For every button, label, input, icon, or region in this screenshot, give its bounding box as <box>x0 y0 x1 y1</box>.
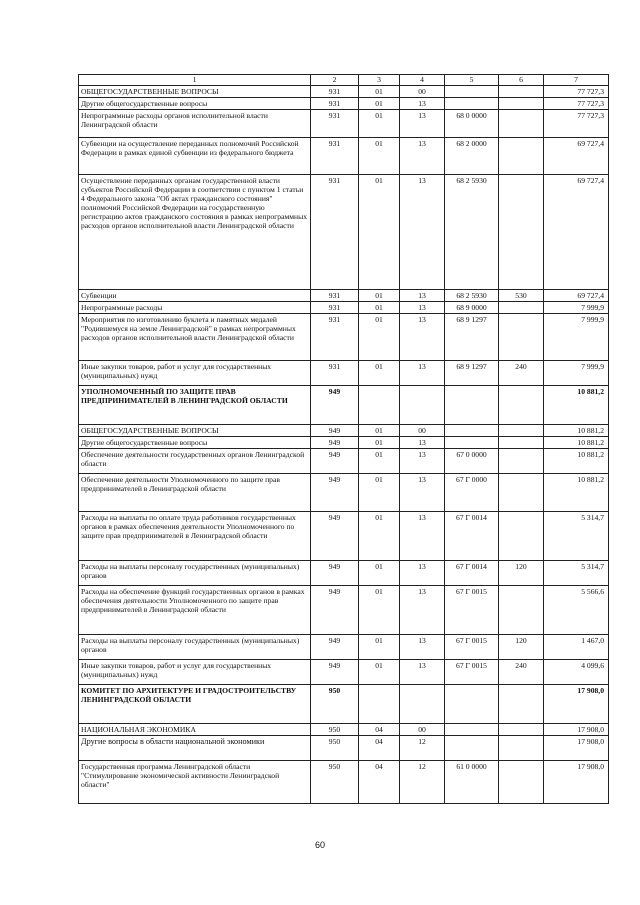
subsection-code-cell: 00 <box>400 724 445 736</box>
section-code-cell: 01 <box>359 635 400 660</box>
expense-type-cell <box>499 685 544 724</box>
subsection-code-cell: 12 <box>400 736 445 761</box>
expense-type-cell <box>499 437 544 449</box>
target-code-cell: 68 2 5930 <box>445 175 499 290</box>
section-code-cell: 01 <box>359 474 400 512</box>
amount-cell: 1 467,0 <box>544 635 609 660</box>
subsection-code-cell: 13 <box>400 635 445 660</box>
table-row <box>79 724 609 736</box>
table-row <box>79 437 609 449</box>
target-code-cell <box>445 685 499 724</box>
target-code-cell <box>445 98 499 110</box>
amount-cell: 17 908,0 <box>544 736 609 761</box>
admin-code-cell: 949 <box>311 449 359 474</box>
expense-type-cell <box>499 175 544 290</box>
section-code-cell: 01 <box>359 314 400 361</box>
column-header: 3 <box>359 75 400 86</box>
subsection-code-cell: 00 <box>400 86 445 98</box>
section-code-cell: 04 <box>359 724 400 736</box>
admin-code-cell: 931 <box>311 302 359 314</box>
table-row <box>79 761 609 804</box>
subsection-code-cell <box>400 386 445 425</box>
expense-type-cell: 240 <box>499 361 544 386</box>
expense-type-cell <box>499 512 544 561</box>
amount-cell: 17 908,0 <box>544 685 609 724</box>
admin-code-cell: 931 <box>311 361 359 386</box>
section-code-cell: 01 <box>359 138 400 175</box>
admin-code-cell: 931 <box>311 290 359 302</box>
row-name-cell: НАЦИОНАЛЬНАЯ ЭКОНОМИКА <box>79 724 311 736</box>
target-code-cell: 68 9 1297 <box>445 314 499 361</box>
row-name-cell: УПОЛНОМОЧЕННЫЙ ПО ЗАЩИТЕ ПРАВ ПРЕДПРИНИМАТЕЛЕЙ В ЛЕНИНГРАДСКОЙ ОБЛАСТИ <box>79 386 311 425</box>
table-row <box>79 586 609 635</box>
admin-code-cell: 931 <box>311 314 359 361</box>
admin-code-cell: 931 <box>311 98 359 110</box>
row-name-cell: Иные закупки товаров, работ и услуг для государственных (муниципальных) нужд <box>79 361 311 386</box>
table-row <box>79 86 609 98</box>
column-header: 4 <box>400 75 445 86</box>
admin-code-cell: 950 <box>311 724 359 736</box>
section-code-cell: 01 <box>359 110 400 138</box>
column-header: 7 <box>544 75 609 86</box>
expense-type-cell <box>499 474 544 512</box>
page-number: 60 <box>314 840 325 850</box>
row-name-cell: Обеспечение деятельности Уполномоченного по защите прав предпринимателей в Ленинградской области <box>79 474 311 512</box>
table-row <box>79 425 609 437</box>
table-row <box>79 685 609 724</box>
amount-cell: 4 099,6 <box>544 660 609 685</box>
target-code-cell: 67 Г 0000 <box>445 474 499 512</box>
section-code-cell: 01 <box>359 86 400 98</box>
amount-cell: 69 727,4 <box>544 290 609 302</box>
table-body <box>79 86 609 804</box>
table-row <box>79 361 609 386</box>
table-row <box>79 449 609 474</box>
row-name-cell: ОБЩЕГОСУДАРСТВЕННЫЕ ВОПРОСЫ <box>79 425 311 437</box>
amount-cell: 69 727,4 <box>544 175 609 290</box>
section-code-cell: 01 <box>359 449 400 474</box>
row-name-cell: Непрограммные расходы органов исполнительной власти Ленинградской области <box>79 110 311 138</box>
expense-type-cell: 120 <box>499 561 544 586</box>
amount-cell: 10 881,2 <box>544 449 609 474</box>
subsection-code-cell: 12 <box>400 761 445 804</box>
amount-cell: 10 881,2 <box>544 474 609 512</box>
table-row <box>79 660 609 685</box>
column-header: 6 <box>499 75 544 86</box>
target-code-cell <box>445 736 499 761</box>
row-name-cell: Иные закупки товаров, работ и услуг для государственных (муниципальных) нужд <box>79 660 311 685</box>
expense-type-cell <box>499 314 544 361</box>
row-name-cell: ОБЩЕГОСУДАРСТВЕННЫЕ ВОПРОСЫ <box>79 86 311 98</box>
amount-cell: 7 999,9 <box>544 314 609 361</box>
subsection-code-cell <box>400 685 445 724</box>
target-code-cell <box>445 425 499 437</box>
table-row <box>79 635 609 660</box>
amount-cell: 5 314,7 <box>544 512 609 561</box>
column-header: 1 <box>79 75 311 86</box>
target-code-cell: 68 2 5930 <box>445 290 499 302</box>
subsection-code-cell: 13 <box>400 98 445 110</box>
amount-cell: 17 908,0 <box>544 724 609 736</box>
amount-cell: 5 314,7 <box>544 561 609 586</box>
admin-code-cell: 931 <box>311 86 359 98</box>
subsection-code-cell: 13 <box>400 474 445 512</box>
expense-type-cell: 240 <box>499 660 544 685</box>
subsection-code-cell: 13 <box>400 512 445 561</box>
admin-code-cell: 931 <box>311 110 359 138</box>
table-row <box>79 98 609 110</box>
admin-code-cell: 949 <box>311 586 359 635</box>
amount-cell: 10 881,2 <box>544 425 609 437</box>
row-name-cell: Расходы на выплаты по оплате труда работников государственных органов в рамках обеспечения деятельности Уполномоченного по защите прав предпринимателей в Ленинградской области <box>79 512 311 561</box>
admin-code-cell: 949 <box>311 474 359 512</box>
target-code-cell <box>445 386 499 425</box>
expense-type-cell: 530 <box>499 290 544 302</box>
subsection-code-cell: 13 <box>400 314 445 361</box>
admin-code-cell: 931 <box>311 138 359 175</box>
table-row <box>79 386 609 425</box>
section-code-cell: 01 <box>359 290 400 302</box>
target-code-cell: 67 Г 0015 <box>445 586 499 635</box>
section-code-cell: 01 <box>359 425 400 437</box>
table-row <box>79 561 609 586</box>
admin-code-cell: 949 <box>311 386 359 425</box>
admin-code-cell: 931 <box>311 175 359 290</box>
amount-cell: 7 999,9 <box>544 361 609 386</box>
subsection-code-cell: 13 <box>400 110 445 138</box>
amount-cell: 77 727,3 <box>544 86 609 98</box>
table-row <box>79 736 609 761</box>
table-header-row <box>79 75 609 86</box>
subsection-code-cell: 13 <box>400 660 445 685</box>
target-code-cell: 68 9 0000 <box>445 302 499 314</box>
expense-type-cell <box>499 138 544 175</box>
row-name-cell: КОМИТЕТ ПО АРХИТЕКТУРЕ И ГРАДОСТРОИТЕЛЬСТВУ ЛЕНИНГРАДСКОЙ ОБЛАСТИ <box>79 685 311 724</box>
row-name-cell: Другие общегосударственные вопросы <box>79 437 311 449</box>
expense-type-cell: 120 <box>499 635 544 660</box>
expense-type-cell <box>499 586 544 635</box>
row-name-cell: Мероприятия по изготовлению буклета и памятных медалей "Родившемуся на земле Ленинградской" в рамках непрограммных расходов органов исполнительной власти Ленинградской области <box>79 314 311 361</box>
amount-cell: 69 727,4 <box>544 138 609 175</box>
row-name-cell: Расходы на обеспечение функций государственных органов в рамках обеспечения деятельности Уполномоченного по защите прав предпринимателей в Ленинградской области <box>79 586 311 635</box>
section-code-cell: 04 <box>359 761 400 804</box>
section-code-cell: 01 <box>359 660 400 685</box>
column-header: 2 <box>311 75 359 86</box>
row-name-cell: Другие общегосударственные вопросы <box>79 98 311 110</box>
expense-type-cell <box>499 761 544 804</box>
section-code-cell: 01 <box>359 586 400 635</box>
expense-type-cell <box>499 736 544 761</box>
section-code-cell <box>359 685 400 724</box>
expense-type-cell <box>499 86 544 98</box>
target-code-cell: 67 Г 0015 <box>445 660 499 685</box>
target-code-cell <box>445 86 499 98</box>
admin-code-cell: 949 <box>311 660 359 685</box>
expense-type-cell <box>499 449 544 474</box>
amount-cell: 77 727,3 <box>544 98 609 110</box>
target-code-cell: 67 Г 0014 <box>445 512 499 561</box>
expense-type-cell <box>499 425 544 437</box>
expense-type-cell <box>499 386 544 425</box>
row-name-cell: Непрограммные расходы <box>79 302 311 314</box>
amount-cell: 17 908,0 <box>544 761 609 804</box>
subsection-code-cell: 13 <box>400 586 445 635</box>
subsection-code-cell: 13 <box>400 449 445 474</box>
table-row <box>79 175 609 290</box>
section-code-cell <box>359 386 400 425</box>
row-name-cell: Расходы на выплаты персоналу государственных (муниципальных) органов <box>79 635 311 660</box>
table-row <box>79 290 609 302</box>
expense-type-cell <box>499 724 544 736</box>
table-row <box>79 110 609 138</box>
row-name-cell: Осуществление переданных органам государственной власти субъектов Российской Федерации в соответствии с пунктом 1 статьи 4 Федерального закона "Об актах гражданского состояния" полномочий Российской Федерации на государственную регистрацию актов гражданского состояния в рамках непрограммных расходов органов исполнительной власти Ленинградской области <box>79 175 311 290</box>
row-name-cell: Расходы на выплаты персоналу государственных (муниципальных) органов <box>79 561 311 586</box>
target-code-cell: 67 Г 0015 <box>445 635 499 660</box>
subsection-code-cell: 00 <box>400 425 445 437</box>
subsection-code-cell: 13 <box>400 561 445 586</box>
admin-code-cell: 950 <box>311 736 359 761</box>
amount-cell: 7 999,9 <box>544 302 609 314</box>
target-code-cell <box>445 437 499 449</box>
section-code-cell: 01 <box>359 512 400 561</box>
admin-code-cell: 949 <box>311 512 359 561</box>
section-code-cell: 01 <box>359 361 400 386</box>
subsection-code-cell: 13 <box>400 138 445 175</box>
amount-cell: 77 727,3 <box>544 110 609 138</box>
admin-code-cell: 950 <box>311 685 359 724</box>
row-name-cell: Другие вопросы в области национальной экономики <box>79 736 311 761</box>
admin-code-cell: 949 <box>311 425 359 437</box>
expense-type-cell <box>499 110 544 138</box>
section-code-cell: 04 <box>359 736 400 761</box>
table-row <box>79 474 609 512</box>
amount-cell: 10 881,2 <box>544 437 609 449</box>
amount-cell: 10 881,2 <box>544 386 609 425</box>
target-code-cell: 68 0 0000 <box>445 110 499 138</box>
section-code-cell: 01 <box>359 175 400 290</box>
admin-code-cell: 949 <box>311 561 359 586</box>
table-row <box>79 302 609 314</box>
subsection-code-cell: 13 <box>400 290 445 302</box>
amount-cell: 5 566,6 <box>544 586 609 635</box>
target-code-cell: 61 0 0000 <box>445 761 499 804</box>
subsection-code-cell: 13 <box>400 437 445 449</box>
row-name-cell: Субвенции на осуществление переданных полномочий Российской Федерации в рамках единой субвенции из федерального бюджета <box>79 138 311 175</box>
admin-code-cell: 949 <box>311 437 359 449</box>
table-row <box>79 314 609 361</box>
expense-type-cell <box>499 302 544 314</box>
target-code-cell: 67 Г 0014 <box>445 561 499 586</box>
target-code-cell: 67 0 0000 <box>445 449 499 474</box>
budget-table <box>78 74 609 804</box>
row-name-cell: Субвенции <box>79 290 311 302</box>
admin-code-cell: 950 <box>311 761 359 804</box>
expense-type-cell <box>499 98 544 110</box>
section-code-cell: 01 <box>359 561 400 586</box>
subsection-code-cell: 13 <box>400 302 445 314</box>
target-code-cell: 68 9 1297 <box>445 361 499 386</box>
section-code-cell: 01 <box>359 302 400 314</box>
row-name-cell: Государственная программа Ленинградской области "Стимулирование экономической активности Ленинградской области" <box>79 761 311 804</box>
row-name-cell: Обеспечение деятельности государственных органов Ленинградской области <box>79 449 311 474</box>
section-code-cell: 01 <box>359 98 400 110</box>
section-code-cell: 01 <box>359 437 400 449</box>
column-header: 5 <box>445 75 499 86</box>
table-row <box>79 138 609 175</box>
subsection-code-cell: 13 <box>400 361 445 386</box>
target-code-cell: 68 2 0000 <box>445 138 499 175</box>
target-code-cell <box>445 724 499 736</box>
subsection-code-cell: 13 <box>400 175 445 290</box>
admin-code-cell: 949 <box>311 635 359 660</box>
table-row <box>79 512 609 561</box>
